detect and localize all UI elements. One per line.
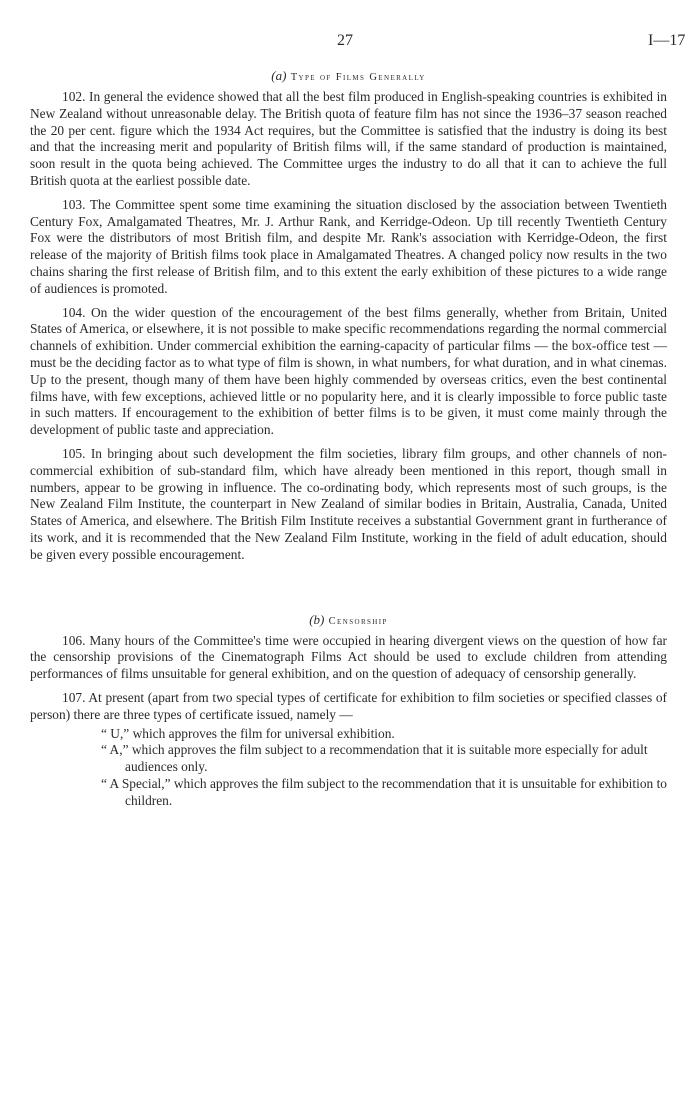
certificate-item-a: “ A,” which approves the film subject to a recommendation that it is suitable more especially for adult audiences only. <box>101 742 648 775</box>
certificate-list <box>30 726 667 810</box>
paragraph-105: 105. In bringing about such development the film societies, library film groups, and other channels of non-commercial exhibition of sub-standard film, which have already been mentioned in this report, though small in numbers, appear to be growing in influence. The co-ordinating body, which represents most of such groups, is the New Zealand Film Institute, the counterpart in New Zealand of similar bodies in Britain, Australia, Canada, United States of America, and elsewhere. The British Film Institute receives a substantial Government grant in furtherance of its work, and it is recommended that the New Zealand Film Institute, working in the field of adult education, should be given every possible encouragement. <box>30 445 667 562</box>
section-b-title: Censorship <box>328 615 388 627</box>
section-a-letter: (a) <box>271 68 287 83</box>
section-b-letter: (b) <box>309 611 325 627</box>
paragraph-103: 103. The Committee spent some time examining the situation disclosed by the association between Twentieth Century Fox, Amalgamated Theatres, Mr. J. Arthur Rank, and Kerridge-Odeon. Up till recently Twentieth Century Fox were the distributors of most British film, and despite Mr. Rank's association with Kerridge-Odeon, the first release of the majority of British films took place in Amalgamated Theatres. A changed policy now results in the two chains sharing the first release of British film, and to this extent the early exhibition of these pictures to a wide range of audiences is promoted. <box>30 196 667 296</box>
paragraph-104: 104. On the wider question of the encouragement of the best films generally, whether from Britain, United States of America, or elsewhere, it is not possible to make specific recommendations regarding the normal commercial channels of exhibition. Under commercial exhibition the earning-capacity of particular films — the box-office test — must be the deciding factor as to what type of film is shown, in what numbers, for what duration, and in what cinemas. Up to the present, though many of them have been highly commended by overseas critics, even the best continental films have, with few exceptions, achieved little or no popularity here, and it is clearly impossible to force public taste in such matters. If encouragement to the exhibition of better films is to be given, it must come mainly through the development of public taste and appreciation. <box>30 304 667 438</box>
paragraph-106: 106. Many hours of the Committee's time were occupied in hearing divergent views on the question of how far the censorship provisions of the Cinematograph Films Act should be used to exclude children from attending performances of films unsuitable for general exhibition, and on the question of adequacy of censorship generally. <box>30 632 667 682</box>
certificate-item-u: “ U,” which approves the film for universal exhibition. <box>101 725 395 741</box>
section-a-heading <box>30 68 667 84</box>
page-body <box>30 68 667 809</box>
paragraph-102: 102. In general the evidence showed that all the best film produced in English-speaking countries is exhibited in New Zealand without unreasonable delay. The British quota of feature film has not since the 1936–37 season reached the 20 per cent. figure which the 1934 Act requires, but the Committee is satisfied that the industry is doing its best and that the increasing merit and popularity of British films will, if the same standard of production is maintained, soon result in the quota being achieved. The Committee urges the industry to do all that it can to achieve the full British quota at the earliest possible date. <box>30 89 667 188</box>
page-number: 27 <box>337 32 353 49</box>
paragraph-107: 107. At present (apart from two special types of certificate for exhibition to film societies or specified classes of person) there are three types of certificate issued, namely — <box>30 689 667 722</box>
document-reference: I—17 <box>648 32 686 49</box>
certificate-item-a-special: “ A Special,” which approves the film subject to the recommendation that it is unsuitable for exhibition to children. <box>101 775 667 808</box>
section-b-heading <box>30 612 667 628</box>
section-a-title: Type of Films Generally <box>290 72 426 83</box>
